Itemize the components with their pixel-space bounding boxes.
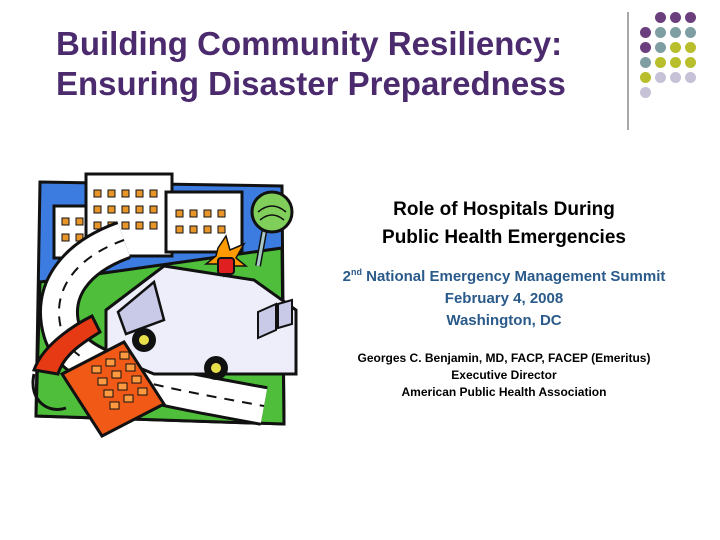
role-heading: [302, 196, 706, 252]
decorative-dot: [640, 87, 651, 98]
speaker-info: [302, 350, 706, 401]
decorative-dot: [670, 27, 681, 38]
decorative-dot: [655, 42, 666, 53]
summit-date: February 4, 2008: [444, 290, 564, 307]
decorative-dot: [670, 12, 681, 23]
summit-ordinal: 2: [342, 268, 351, 285]
summit-ordinal-suffix: nd: [350, 267, 362, 277]
decorative-dot: [670, 42, 681, 53]
speaker-name: Georges C. Benjamin, MD, FACP, FACEP (Emeritus): [357, 351, 651, 365]
decorative-dot: [670, 57, 681, 68]
decorative-dot: [655, 12, 666, 23]
presentation-info: [302, 196, 706, 401]
role-line-2: Public Health Emergencies: [382, 227, 626, 248]
decorative-dot: [685, 57, 696, 68]
emergency-ambulance-hospital-phone-icon: [14, 162, 312, 444]
summit-info: [302, 266, 706, 332]
title-line-2: Ensuring Disaster Preparedness: [56, 65, 566, 102]
slide-title: [56, 24, 616, 104]
decorative-dot: [685, 42, 696, 53]
title-line-1: Building Community Resiliency:: [56, 25, 563, 62]
decorative-dot: [640, 42, 651, 53]
decorative-dot: [640, 27, 651, 38]
decorative-dot: [640, 57, 651, 68]
decorative-dot: [685, 12, 696, 23]
role-line-1: Role of Hospitals During: [393, 199, 615, 220]
decorative-dot: [670, 72, 681, 83]
decorative-dot-grid: [640, 12, 712, 104]
decorative-dot: [655, 72, 666, 83]
speaker-org: American Public Health Association: [401, 385, 607, 399]
decorative-dot: [685, 72, 696, 83]
decorative-dot: [640, 72, 651, 83]
title-divider: [627, 12, 629, 130]
summit-location: Washington, DC: [446, 312, 562, 329]
summit-name-line: [302, 266, 706, 288]
decorative-dot: [685, 27, 696, 38]
summit-name: National Emergency Management Summit: [361, 268, 666, 285]
decorative-dot: [655, 57, 666, 68]
speaker-title: Executive Director: [451, 368, 557, 382]
decorative-dot: [655, 27, 666, 38]
